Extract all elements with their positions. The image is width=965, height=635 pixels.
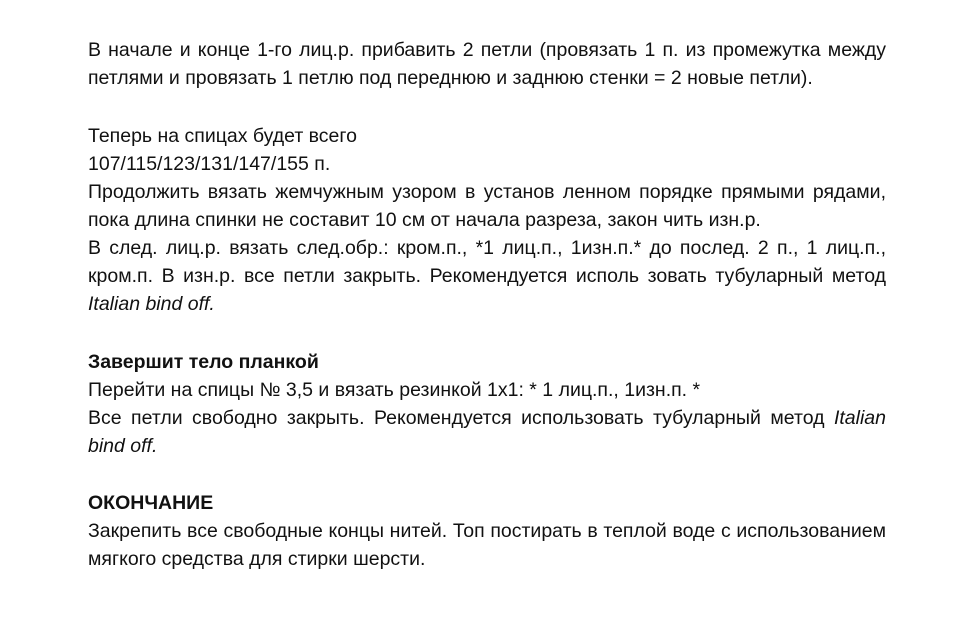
spacer [88,92,886,122]
paragraph-close-loops [88,404,886,460]
close-loops-method: Italian bind off. [88,407,886,457]
spacer [88,460,886,489]
spacer [88,318,886,348]
heading-finish-body: Завершит тело планкой [88,351,319,373]
stitch-count-intro: Теперь на спицах будет всего [88,125,357,147]
heading-finishing: ОКОНЧАНИЕ [88,492,214,514]
document-page [88,36,886,573]
bind-off-text: В след. лиц.р. вязать след.обр.: кром.п., *1 лиц.п., 1изн.п.* до послед. 2 п., 1 лиц.п., кром.п. В изн.р. все петли закрыть. Рекомендуется исполь зовать тубуларный метод [88,237,886,287]
ribbing-instruction: Перейти на спицы № 3,5 и вязать резинкой 1х1: * 1 лиц.п., 1изн.п. * [88,379,701,401]
paragraph-bind-off [88,234,886,318]
bind-off-method: Italian bind off. [88,293,215,315]
close-loops-text: Все петли свободно закрыть. Рекомендуется использовать тубуларный метод [88,407,834,429]
paragraph-finishing: Закрепить все свободные концы нитей. Топ постирать в теплой воде с использованием мягкого средства для стирки шерсти. [88,520,886,570]
stitch-count-values: 107/115/123/131/147/155 п. [88,153,331,175]
paragraph-pearl-pattern: Продолжить вязать жемчужным узором в установ ленном порядке прямыми рядами, пока длина спинки не составит 10 см от начала разреза, закон чить изн.р. [88,181,886,231]
paragraph-increase: В начале и конце 1-го лиц.р. прибавить 2 петли (провязать 1 п. из промежутка между петлями и провязать 1 петлю под переднюю и заднюю стенки = 2 новые петли). [88,39,886,89]
